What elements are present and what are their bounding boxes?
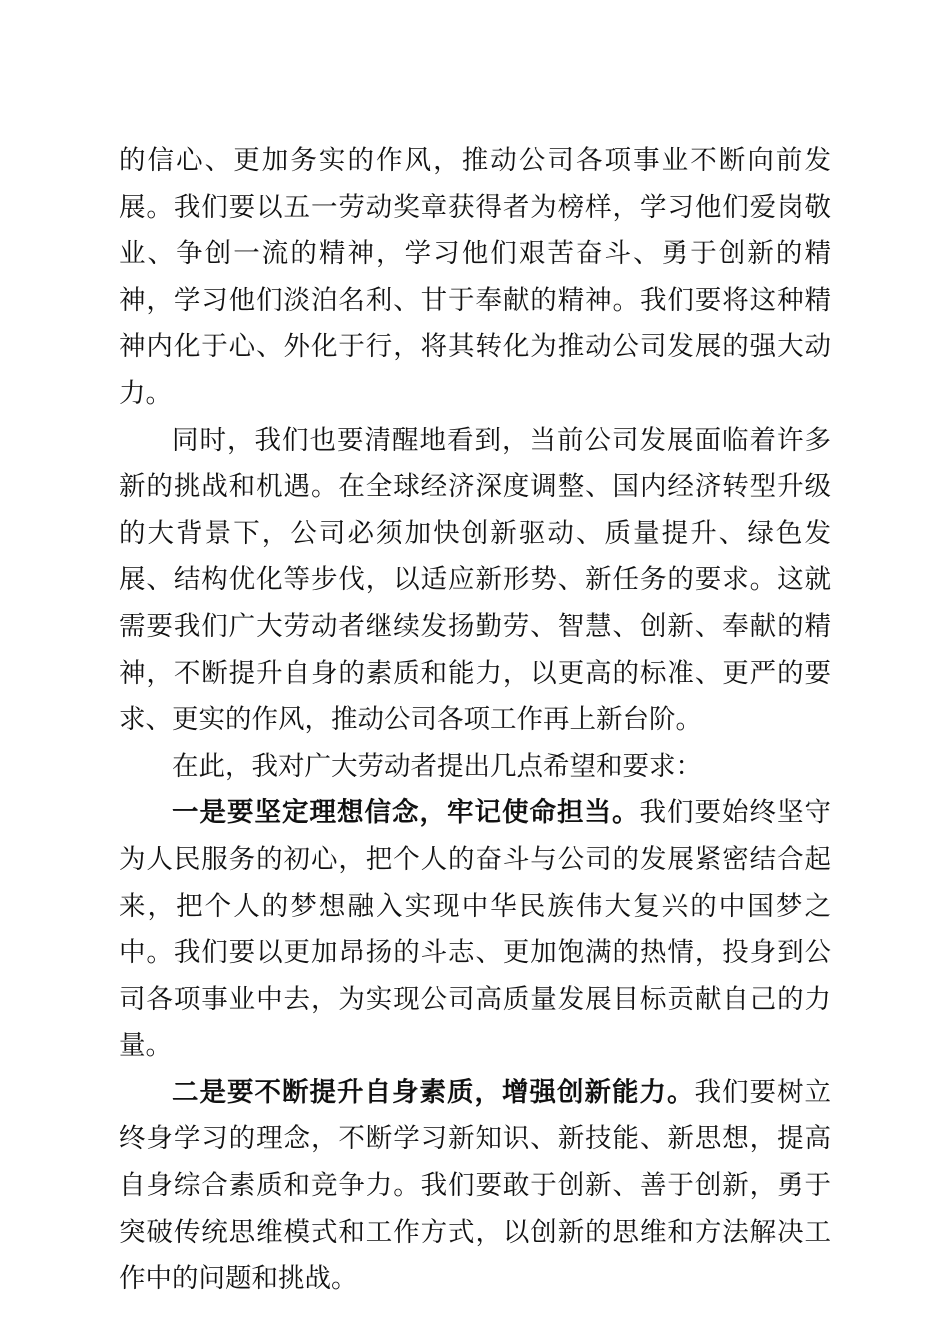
paragraph-text: 同时，我们也要清醒地看到，当前公司发展面临着许多新的挑战和机遇。在全球经济深度调整、国内经济转型升级的大背景下，公司必须加快创新驱动、质量提升、绿色发展、结构优化等步伐，以适应新形势、新任务的要求。这就需要我们广大劳动者继续发扬勤劳、智慧、创新、奉献的精神，不断提升自身的素质和能力，以更高的标准、更严的要求、更实的作风，推动公司各项工作再上新台阶。 <box>119 424 831 736</box>
paragraph-intro-requirements <box>119 744 831 791</box>
paragraph-lead-heading: 一是要坚定理想信念，牢记使命担当。 <box>172 797 640 829</box>
paragraph-text: 在此，我对广大劳动者提出几点希望和要求： <box>172 750 702 782</box>
document-body <box>119 138 831 1303</box>
paragraph-continuation <box>119 138 831 418</box>
paragraph-requirement-one <box>119 790 831 1070</box>
paragraph-text: 我们要始终坚守为人民服务的初心，把个人的奋斗与公司的发展紧密结合起来，把个人的梦想融入实现中华民族伟大复兴的中国梦之中。我们要以更加昂扬的斗志、更加饱满的热情，投身到公司各项事业中去，为实现公司高质量发展目标贡献自己的力量。 <box>119 797 831 1062</box>
paragraph-challenges <box>119 418 831 744</box>
paragraph-text: 我们要树立终身学习的理念，不断学习新知识、新技能、新思想，提高自身综合素质和竞争力。我们要敢于创新、善于创新，勇于突破传统思维模式和工作方式，以创新的思维和方法解决工作中的问题和挑战。 <box>119 1076 831 1295</box>
paragraph-requirement-two <box>119 1070 831 1303</box>
paragraph-text: 的信心、更加务实的作风，推动公司各项事业不断向前发展。我们要以五一劳动奖章获得者为榜样，学习他们爱岗敬业、争创一流的精神，学习他们艰苦奋斗、勇于创新的精神，学习他们淡泊名利、甘于奉献的精神。我们要将这种精神内化于心、外化于行，将其转化为推动公司发展的强大动力。 <box>119 145 831 409</box>
paragraph-lead-heading: 二是要不断提升自身素质，增强创新能力。 <box>172 1076 695 1108</box>
